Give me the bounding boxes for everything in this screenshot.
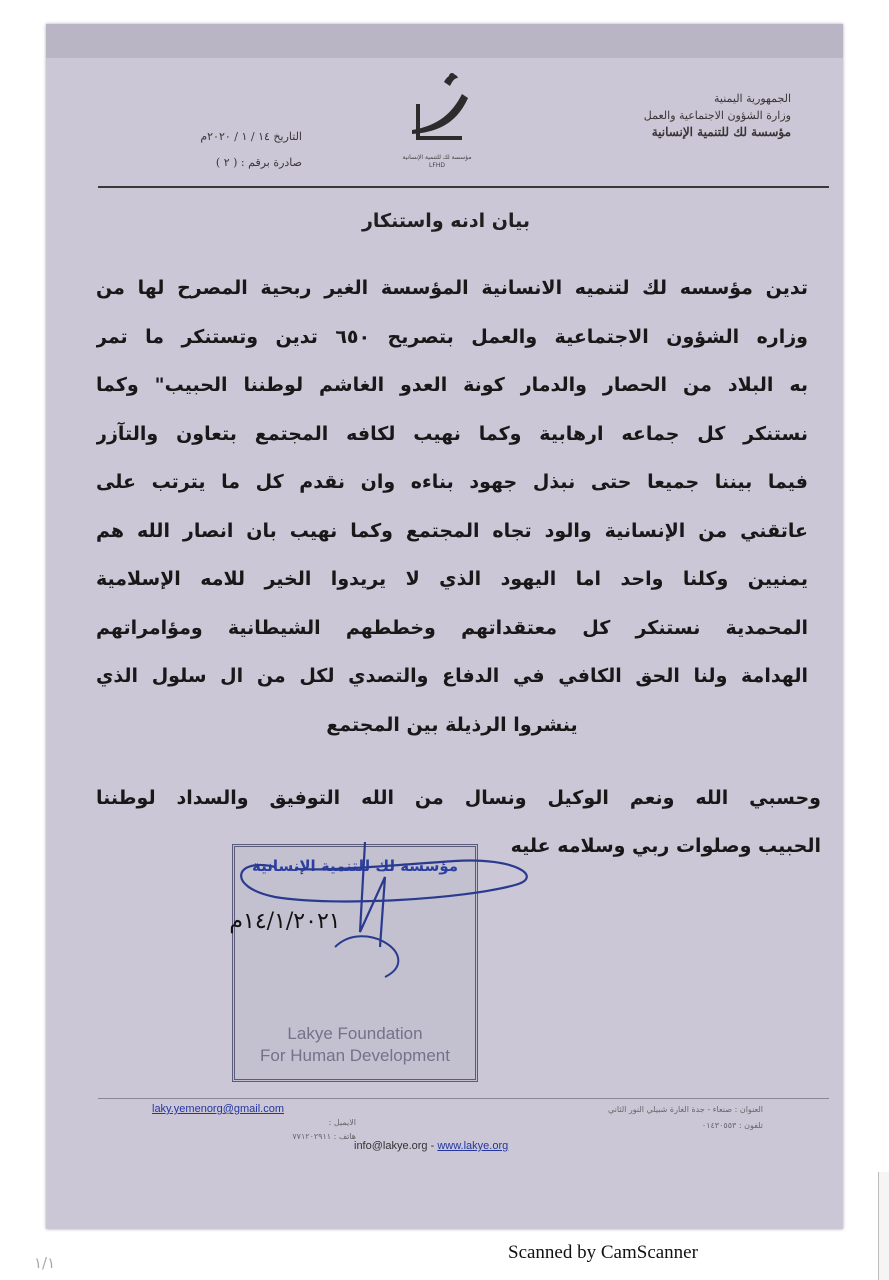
footer-contact	[226, 1116, 356, 1144]
stamp-english-text	[235, 1023, 475, 1067]
letterhead-right	[581, 90, 791, 141]
footer-address: العنوان : صنعاء - جدة الغارة شبيلي النور الثاني	[607, 1105, 763, 1114]
foundation-stamp	[229, 844, 478, 1082]
footer-address-block	[493, 1102, 763, 1134]
footer-info-email[interactable]: info@lakye.org -	[354, 1140, 435, 1152]
handwritten-date: ١٤/١/٢٠٢١م	[229, 909, 341, 934]
footer-email-label: الايميل :	[328, 1118, 356, 1127]
logo-caption-arabic: مؤسسة لك للتنمية الإنسانية	[402, 154, 472, 161]
body-line: وزاره الشؤون الاجتماعية والعمل بتصريح ٦٥٠ تدين وتستنكر ما تمر	[96, 325, 808, 348]
stamp-arabic-text: مؤسسة لك للتنمية الإنسانية	[251, 857, 459, 875]
footer-phone: هاتف : ٧٧١٢٠٢٩١١	[292, 1132, 356, 1141]
body-line: به البلاد من الحصار والدمار كونة العدو الغاشم لوطننا الحبيب" وكما	[96, 374, 808, 396]
footer-fax: تلفون : ٠١٤٣٠٥٥٣	[701, 1121, 763, 1130]
body-line: ينشروا الرذيلة بين المجتمع	[326, 713, 578, 736]
closing-line: الحبيب وصلوات ربي وسلامه عليه	[510, 835, 821, 857]
letterhead-left	[112, 124, 302, 176]
document-title: بيان ادنه واستنكار	[361, 210, 531, 232]
letterhead-foundation: مؤسسة لك للتنمية الإنسانية	[651, 125, 791, 139]
body-line: يمنيين وكلنا واحد اما اليهود الذي لا يريدوا الخير للامه الإسلامية	[96, 568, 808, 590]
footer-email[interactable]: laky.yemenorg@gmail.com	[152, 1103, 285, 1115]
foundation-logo	[372, 64, 502, 184]
closing-line: وحسبي الله ونعم الوكيل ونسال من الله التوفيق والسداد لوطننا	[96, 787, 821, 809]
body-line: الهدامة ولنا الحق الكافي في الدفاع والتصدي لكل من ال سلول الذي	[96, 665, 808, 687]
statement-body	[96, 264, 808, 749]
document-issue-number: صادرة برقم : ( ٢ )	[215, 156, 302, 169]
body-line: عاتقني من الإنسانية والود تجاه المجتمع وكما نهيب بان انصار الله هم	[96, 519, 808, 542]
scan-top-shadow	[46, 24, 843, 58]
header-divider	[98, 186, 829, 188]
stamp-english-line1: Lakye Foundation	[287, 1024, 423, 1043]
footer-website-link[interactable]: www.lakye.org	[437, 1140, 509, 1152]
scanned-document-page	[46, 24, 843, 1229]
page-number: ١/١	[34, 1254, 56, 1272]
stamp-english-line2: For Human Development	[260, 1046, 450, 1065]
letterhead-country: الجمهورية اليمنية	[713, 92, 791, 105]
footer-divider	[98, 1098, 829, 1099]
body-line: نستنكر كل جماعه ارهابية وكما نهيب لكافه المجتمع بتعاون والتآزر	[96, 422, 808, 445]
next-page-edge	[878, 1172, 889, 1280]
body-line: المحمدية نستنكر كل معتقداتهم وخططهم الشيطانية ومؤامراتهم	[96, 616, 808, 639]
signature-scribble-icon	[215, 837, 545, 997]
logo-mark-icon	[392, 64, 482, 154]
body-line: تدين مؤسسه لك لتنميه الانسانية المؤسسة الغير ربحية المصرح لها من	[96, 277, 808, 299]
footer-web	[354, 1140, 508, 1152]
logo-caption-english: LFHD	[429, 162, 445, 169]
document-date: التاريخ ١٤ / ١ / ٢٠٢٠م	[200, 130, 302, 143]
body-line: فيما بيننا جميعا حتى نبذل جهود بناءه وان نقدم كل ما يترتب على	[96, 471, 808, 493]
camscanner-watermark: Scanned by CamScanner	[508, 1242, 698, 1263]
letterhead-ministry: وزارة الشؤون الاجتماعية والعمل	[643, 109, 791, 122]
